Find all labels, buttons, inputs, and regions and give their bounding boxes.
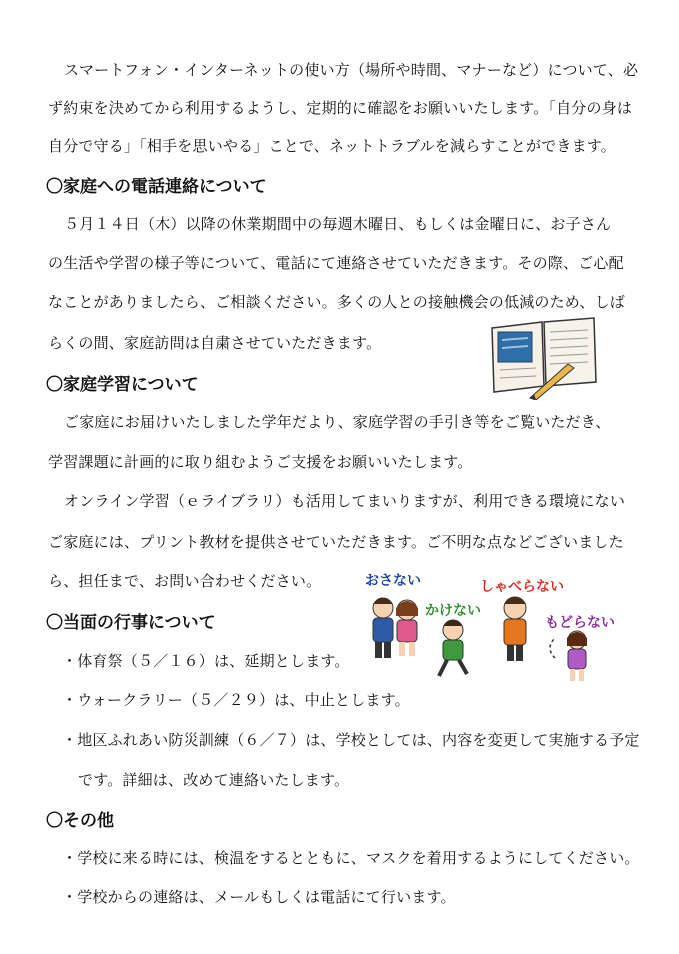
study-line-2: 学習課題に計画的に取り組むようご支援をお願いいたします。: [48, 453, 473, 471]
label-shaberanai: しゃべらない: [480, 579, 564, 595]
event-item-1: ・体育祭（５／１６）は、延期とします。: [62, 652, 350, 670]
study-line-4: ご家庭には、プリント教材を提供させていただきます。ご不明な点などございました: [48, 533, 624, 551]
study-line-3: オンライン学習（ｅライブラリ）も活用してまいりますが、利用できる環境にない: [64, 492, 626, 510]
safety-children-illustration: [365, 588, 615, 688]
study-line-5: ら、担任まで、お問い合わせください。: [48, 572, 322, 590]
heading-phone-contact: 〇家庭への電話連絡について: [46, 177, 267, 197]
study-line-1: ご家庭にお届けいたしました学年だより、家庭学習の手引き等をご覧いただき、: [64, 413, 611, 431]
open-book-illustration: [488, 316, 600, 400]
event-item-3-line-1: ・地区ふれあい防災訓練（６／７）は、学校としては、内容を変更して実施する予定: [62, 731, 640, 749]
label-modoranai: もどらない: [545, 615, 615, 631]
heading-other: 〇その他: [46, 811, 114, 831]
heading-events: 〇当面の行事について: [46, 613, 216, 633]
other-item-2: ・学校からの連絡は、メールもしくは電話にて行います。: [62, 888, 456, 906]
heading-home-study: 〇家庭学習について: [46, 375, 199, 395]
intro-line-3: 自分で守る」「相手を思いやる」ことで、ネットトラブルを減らすことができます。: [48, 137, 617, 155]
intro-line-1: スマートフォン・インターネットの使い方（場所や時間、マナーなど）について、必: [64, 61, 639, 79]
phone-line-3: なことがありましたら、ご相談ください。多くの人との接触機会の低減のため、しば: [48, 293, 626, 311]
label-kakenai: かけない: [425, 603, 481, 619]
phone-line-1: ５月１４日（木）以降の休業期間中の毎週木曜日、もしくは金曜日に、お子さん: [64, 215, 612, 233]
intro-line-2: ず約束を決めてから利用するようし、定期的に確認をお願いいたします。「自分の身は: [48, 99, 633, 117]
event-item-3-line-2: です。詳細は、改めて連絡いたします。: [78, 771, 350, 789]
phone-line-4: らくの間、家庭訪問は自粛させていただきます。: [48, 334, 382, 352]
other-item-1: ・学校に来る時には、検温をするとともに、マスクを着用するようにしてください。: [62, 849, 640, 867]
phone-line-2: の生活や学習の様子等について、電話にて連絡させていただきます。その際、ご心配: [48, 254, 624, 272]
event-item-2: ・ウォークラリー（５／２９）は、中止とします。: [62, 691, 410, 709]
label-osanai: おさない: [365, 573, 421, 589]
